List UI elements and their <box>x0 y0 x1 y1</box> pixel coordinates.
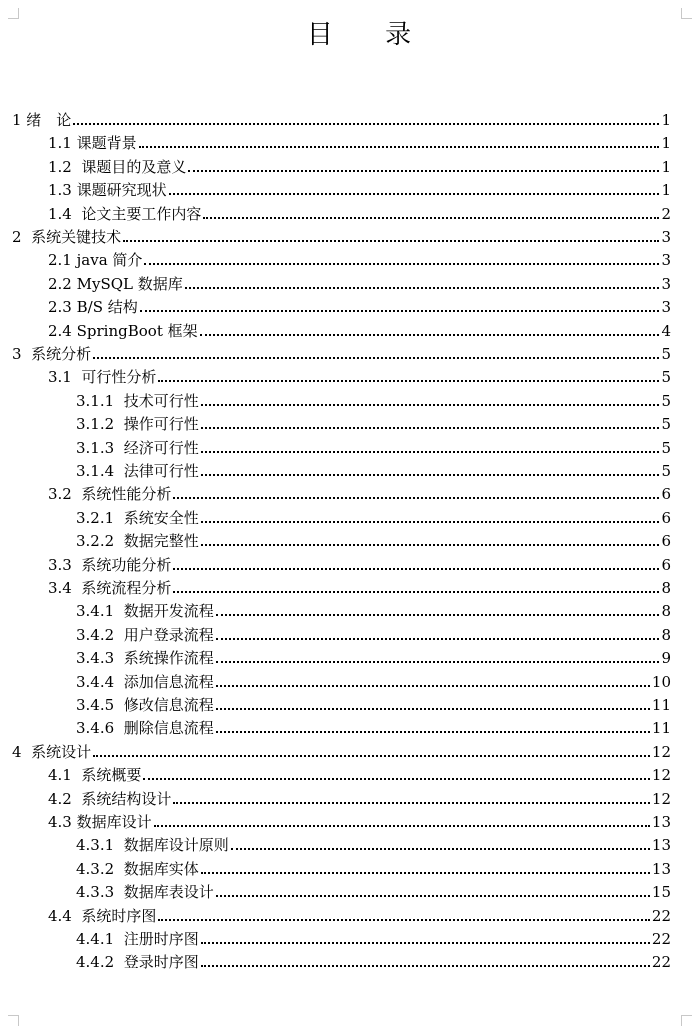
toc-entry[interactable] <box>76 878 671 901</box>
toc-entry[interactable] <box>76 644 671 667</box>
toc-dot-leader <box>231 848 650 850</box>
toc-dot-leader <box>201 965 650 967</box>
toc-entry[interactable] <box>48 153 671 176</box>
toc-entry-label: 4.3.3 数据库表设计 <box>76 883 214 902</box>
toc-dot-leader <box>93 357 659 359</box>
toc-entry[interactable] <box>76 410 671 433</box>
toc-dot-leader <box>143 778 650 780</box>
toc-entry-label: 4.1 系统概要 <box>48 766 142 785</box>
page-title: 目 录 <box>306 20 434 50</box>
toc-dot-leader <box>140 310 660 312</box>
toc-dot-leader <box>173 568 659 570</box>
toc-entry-label: 3.1.4 法律可行性 <box>76 462 199 480</box>
toc-entry-label: 3.3 系统功能分析 <box>48 555 172 574</box>
toc-entry-page: 13 <box>651 813 671 831</box>
toc-entry[interactable] <box>76 668 671 691</box>
toc-dot-leader <box>216 614 660 616</box>
toc-entry-label: 4.3.1 数据库设计原则 <box>76 836 229 855</box>
toc-entry-page: 3 <box>661 274 671 293</box>
toc-dot-leader <box>201 544 660 546</box>
toc-entry-page: 11 <box>651 719 671 738</box>
toc-entry-label: 4.4.2 登录时序图 <box>76 953 199 972</box>
toc-dot-leader <box>216 638 660 640</box>
toc-dot-leader <box>158 919 650 921</box>
toc-entry[interactable] <box>48 293 671 316</box>
toc-entry-page: 6 <box>661 532 671 551</box>
toc-entry-page: 10 <box>651 672 671 691</box>
toc-entry-page: 12 <box>651 742 671 761</box>
toc-entry[interactable] <box>76 527 671 550</box>
toc-entry[interactable] <box>76 457 671 480</box>
toc-entry-label: 3.4.5 修改信息流程 <box>76 696 214 714</box>
toc-entry-page: 22 <box>651 930 671 948</box>
toc-entry[interactable] <box>76 504 671 527</box>
toc-dot-leader <box>158 380 659 382</box>
toc-entry-page: 3 <box>661 251 671 270</box>
toc-dot-leader <box>216 895 650 897</box>
toc-entry-page: 5 <box>661 368 671 387</box>
toc-entry[interactable] <box>48 761 671 784</box>
toc-entry-page: 3 <box>661 298 671 317</box>
toc-entry-page: 5 <box>661 415 671 434</box>
toc-dot-leader <box>201 872 650 874</box>
toc-entry[interactable] <box>48 176 671 199</box>
toc-entry-label: 4.3 数据库设计 <box>48 813 152 831</box>
toc-entry-label: 4.2 系统结构设计 <box>48 789 172 808</box>
toc-entry[interactable] <box>76 714 671 737</box>
toc-dot-leader <box>201 451 660 453</box>
toc-dot-leader <box>144 263 659 265</box>
toc-entry-page: 15 <box>651 883 671 902</box>
toc-entry[interactable] <box>48 902 671 925</box>
toc-entry-page: 8 <box>661 579 671 597</box>
toc-dot-leader <box>216 708 650 710</box>
toc-entry-label: 1 绪 论 <box>12 111 72 129</box>
toc-entry[interactable] <box>48 129 671 152</box>
toc-entry-page: 13 <box>651 859 671 878</box>
toc-entry-page: 1 <box>661 134 671 153</box>
toc-dot-leader <box>169 193 660 195</box>
toc-entry[interactable] <box>12 738 671 761</box>
toc-dot-leader <box>173 497 659 499</box>
toc-entry-label: 1.1 课题背景 <box>48 134 137 153</box>
toc-entry[interactable] <box>12 106 671 129</box>
toc-entry-page: 13 <box>651 836 671 855</box>
toc-dot-leader <box>216 731 650 733</box>
toc-dot-leader <box>216 685 650 687</box>
toc-entry-label: 3 系统分析 <box>12 345 92 363</box>
toc-entry[interactable] <box>48 785 671 808</box>
toc-entry[interactable] <box>76 434 671 457</box>
toc-entry-page: 22 <box>651 906 671 925</box>
toc-entry[interactable] <box>76 948 671 971</box>
toc-entry-page: 1 <box>661 111 671 129</box>
toc-dot-leader <box>201 521 660 523</box>
toc-entry-page: 12 <box>651 766 671 785</box>
toc-entry-page: 2 <box>661 204 671 223</box>
toc-entry-page: 3 <box>661 228 671 246</box>
toc-entry[interactable] <box>76 621 671 644</box>
toc-entry-page: 5 <box>661 391 671 410</box>
toc-entry-label: 4.4.1 注册时序图 <box>76 930 199 948</box>
toc-entry-label: 3.4.6 删除信息流程 <box>76 719 214 738</box>
toc-entry[interactable] <box>48 200 671 223</box>
toc-entry-label: 3.2.2 数据完整性 <box>76 532 199 551</box>
toc-entry-label: 2 系统关键技术 <box>12 228 122 246</box>
toc-entry-label: 4.4 系统时序图 <box>48 906 157 925</box>
toc-entry-label: 3.1.2 操作可行性 <box>76 415 199 434</box>
toc-entry[interactable] <box>76 925 671 948</box>
toc-entry-page: 1 <box>661 181 671 200</box>
toc-entry[interactable] <box>48 808 671 831</box>
toc-entry-page: 22 <box>651 953 671 972</box>
toc-dot-leader <box>201 942 650 944</box>
toc-entry-page: 5 <box>661 462 671 480</box>
toc-dot-leader <box>173 591 659 593</box>
toc-entry-label: 3.1.1 技术可行性 <box>76 391 199 410</box>
toc-dot-leader <box>201 404 660 406</box>
toc-entry-page: 8 <box>661 602 671 621</box>
toc-entry[interactable] <box>48 551 671 574</box>
toc-entry[interactable] <box>76 597 671 620</box>
toc-dot-leader <box>216 661 660 663</box>
toc-entry-label: 2.4 SpringBoot 框架 <box>48 321 198 340</box>
toc-entry-page: 1 <box>661 157 671 176</box>
toc-entry[interactable] <box>48 480 671 503</box>
toc-entry-page: 6 <box>661 508 671 527</box>
toc-entry-page: 9 <box>661 649 671 668</box>
toc-entry-label: 3.2 系统性能分析 <box>48 485 172 504</box>
toc-entry-page: 4 <box>661 321 671 340</box>
toc-entry-label: 3.4.1 数据开发流程 <box>76 602 214 621</box>
toc-dot-leader <box>123 240 659 242</box>
toc-entry-page: 6 <box>661 555 671 574</box>
toc-entry[interactable] <box>76 831 671 854</box>
toc-dot-leader <box>139 146 660 148</box>
toc-entry-page: 11 <box>651 696 671 714</box>
toc-dot-leader <box>185 287 660 289</box>
toc-entry-label: 1.2 课题目的及意义 <box>48 157 187 176</box>
page-corner-mark <box>8 1015 19 1026</box>
toc-entry-page: 5 <box>661 345 671 363</box>
toc-dot-leader <box>203 217 659 219</box>
toc-entry-page: 6 <box>661 485 671 504</box>
toc-dot-leader <box>188 170 659 172</box>
toc-dot-leader <box>201 427 660 429</box>
toc-entry[interactable] <box>76 855 671 878</box>
toc-entry-label: 3.2.1 系统安全性 <box>76 508 199 527</box>
toc-dot-leader <box>201 474 660 476</box>
toc-entry[interactable] <box>12 223 671 246</box>
toc-entry-page: 5 <box>661 438 671 457</box>
toc-dot-leader <box>173 802 650 804</box>
toc-entry-page: 8 <box>661 625 671 644</box>
toc-entry[interactable] <box>48 270 671 293</box>
toc-entry-label: 3.4.3 系统操作流程 <box>76 649 214 668</box>
toc-entry-label: 2.3 B/S 结构 <box>48 298 138 317</box>
toc-entry-label: 1.3 课题研究现状 <box>48 181 167 200</box>
toc-entry[interactable] <box>48 246 671 269</box>
toc-entry-page: 12 <box>651 789 671 808</box>
toc-entry-label: 2.1 java 简介 <box>48 251 143 270</box>
toc-entry-label: 4 系统设计 <box>12 742 92 761</box>
page-corner-mark <box>681 1015 692 1026</box>
toc-entry[interactable] <box>12 340 671 363</box>
toc-entry-label: 3.1 可行性分析 <box>48 368 157 387</box>
toc-entry[interactable] <box>76 387 671 410</box>
toc-entry[interactable] <box>76 691 671 714</box>
toc-entry-label: 4.3.2 数据库实体 <box>76 859 199 878</box>
toc-entry-label: 3.4 系统流程分析 <box>48 579 172 597</box>
toc-entry-label: 2.2 MySQL 数据库 <box>48 274 183 293</box>
toc-entry-label: 3.1.3 经济可行性 <box>76 438 199 457</box>
toc-dot-leader <box>93 755 650 757</box>
toc-entry-label: 3.4.2 用户登录流程 <box>76 625 214 644</box>
toc-entry[interactable] <box>48 363 671 386</box>
toc-entry[interactable] <box>48 317 671 340</box>
toc-dot-leader <box>73 123 659 125</box>
toc-entry[interactable] <box>48 574 671 597</box>
toc-entry-label: 1.4 论文主要工作内容 <box>48 204 202 223</box>
toc-dot-leader <box>200 334 660 336</box>
toc-entry-label: 3.4.4 添加信息流程 <box>76 672 214 691</box>
toc-dot-leader <box>154 825 650 827</box>
